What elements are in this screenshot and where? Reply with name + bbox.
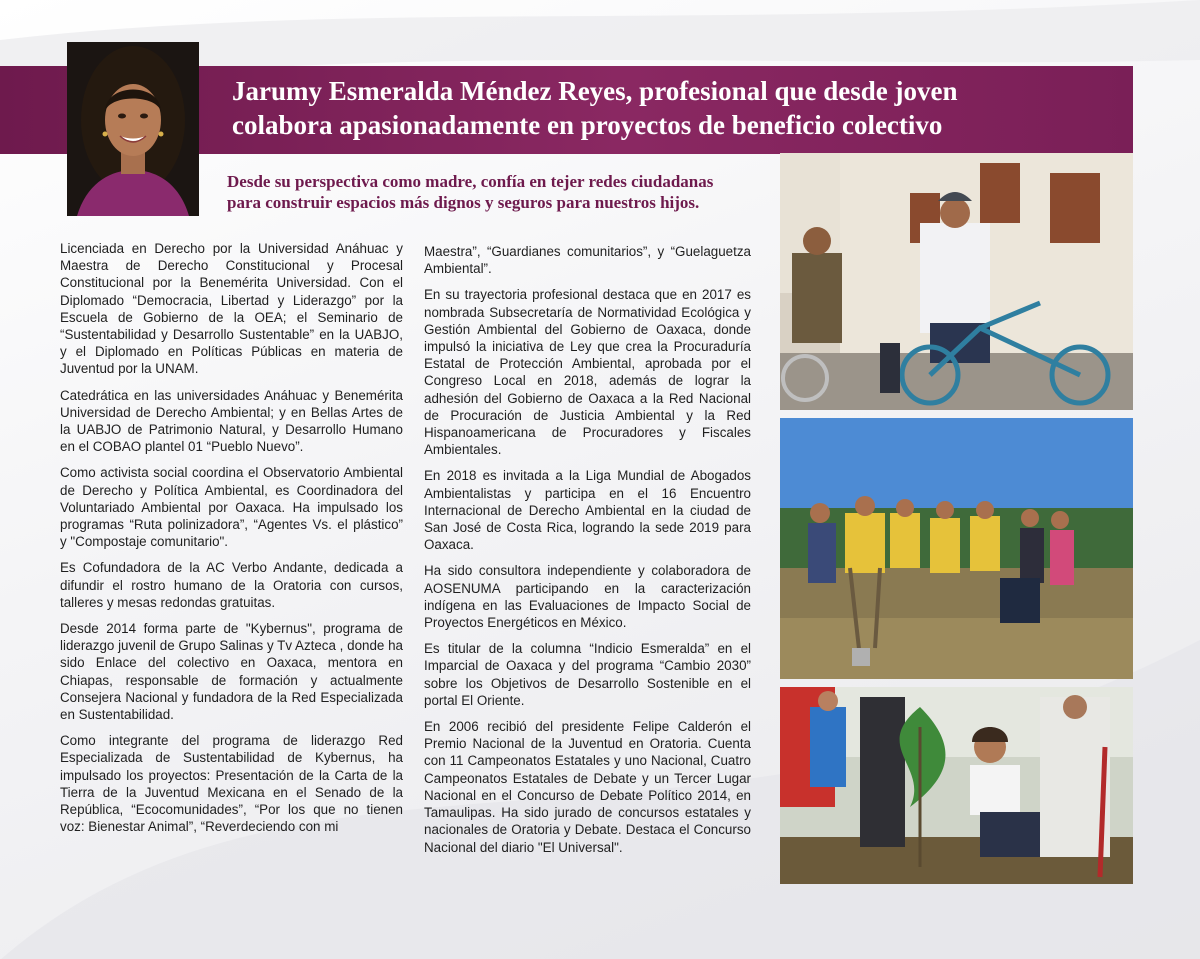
text-column-2 (424, 243, 751, 856)
subtitle-line-2: para construir espacios más dignos y seguros para nuestros hijos. (227, 193, 700, 212)
paragraph: En 2018 es invitada a la Liga Mundial de Abogados Ambientalistas y participa en el 16 Encuentro Internacional de Derecho Ambiental en la ciudad de San José de Costa Rica, logrando la sede 2019 para Oaxaca. (424, 468, 751, 553)
text-column-1 (60, 240, 403, 836)
subtitle-line-1: Desde su perspectiva como madre, confía en tejer redes ciudadanas (227, 172, 714, 191)
article-headline (232, 74, 1132, 142)
paragraph: Como activista social coordina el Observatorio Ambiental de Derecho y Política Ambiental, es Coordinadora del Voluntariado Ambiental por Oaxaca. Ha impulsado los programas “Ruta polinizadora”, “Agentes Vs. el plástico” y "Compostaje comunitario". (60, 465, 403, 550)
headline-line-2: colabora apasionadamente en proyectos de beneficio colectivo (232, 110, 943, 140)
paragraph: Es titular de la columna “Indicio Esmeralda” en el Imparcial de Oaxaca y del programa “Cambio 2030” sobre los Objetivos de Desarrollo Sostenible en el portal El Oriente. (424, 641, 751, 708)
photo-bicycle-ride (780, 153, 1133, 410)
paragraph: Desde 2014 forma parte de "Kybernus", programa de liderazgo juvenil de Grupo Salinas y Tv Azteca , donde ha sido Enlace del colectivo en Oaxaca, mentora en Chiapas, responsable de formación y actualmente Consejera Nacional y fundadora de la Red Especializada en Sustentabilidad. (60, 621, 403, 723)
photo-tree-planting (780, 687, 1133, 884)
paragraph: Catedrática en las universidades Anáhuac y Benemérita Universidad de Derecho Ambiental; y en Bellas Artes de la UABJO de Patrimonio Natural, y Desarrollo Humano en el COBAO plantel 01 “Pueblo Nuevo”. (60, 387, 403, 455)
headline-line-1: Jarumy Esmeralda Méndez Reyes, profesional que desde joven (232, 76, 958, 106)
paragraph: Licenciada en Derecho por la Universidad Anáhuac y Maestra de Derecho Constitucional y Procesal Constitucional por la Benemérita Universidad. Con el Diplomado “Democracia, Libertad y Liderazgo” por la Escuela de Gobierno de la OEA; el Seminario de “Sustentabilidad y Desarrollo Sustentable” en la UABJO, y el Diplomado en Políticas Públicas en materia de Juventud por la UNAM. (60, 241, 403, 377)
paragraph: Como integrante del programa de liderazgo Red Especializada de Sustentabilidad de Kybernus, ha impulsado los proyectos: Presentación de la Carta de la Tierra de la Juventud Mexicana en el Senado de la República, “Ecocomunidades”, “Por los que no tienen voz: Bienestar Animal”, “Reverdeciendo con mi (60, 733, 403, 835)
portrait-photo (67, 42, 199, 216)
paragraph: Es Cofundadora de la AC Verbo Andante, dedicada a difundir el rostro humano de la Oratoria con cursos, talleres y mesas redondas gratuitas. (60, 560, 403, 610)
paragraph: En 2006 recibió del presidente Felipe Calderón el Premio Nacional de la Juventud en Oratoria. Cuenta con 11 Campeonatos Estatales y uno Nacional, Cuatro Campeonatos Estatales de Debate y un Tercer Lugar Nacional en el Concurso de Debate Político 2014, en Tamaulipas. Ha sido jurado de concursos estatales y nacionales de Oratoria y Debate. Destaca el Concurso Nacional del diario "El Universal". (424, 719, 751, 855)
paragraph: En su trayectoria profesional destaca que en 2017 es nombrada Subsecretaría de Normatividad Ecológica y Gestión Ambiental del Gobierno de Oaxaca, donde impulsó la iniciativa de Ley que crea la Procuraduría Estatal de Protección Ambiental, aprobada por el Congreso Local en 2018, además de lograr la adhesión del Gobierno de Oaxaca a la Red Nacional de Procuración de Justicia Ambiental y la Red Hispanoamericana de Procuradores y Fiscales Ambientales. (424, 287, 751, 458)
paragraph: Ha sido consultora independiente y colaboradora de AOSENUMA participando en la caracterización indígena en las Evaluaciones de Impacto Social de Proyectos Energéticos en México. (424, 563, 751, 631)
paragraph: Maestra”, “Guardianes comunitarios”, y “Guelaguetza Ambiental”. (424, 244, 751, 277)
photo-group-planting (780, 418, 1133, 679)
article-subtitle (227, 171, 767, 213)
